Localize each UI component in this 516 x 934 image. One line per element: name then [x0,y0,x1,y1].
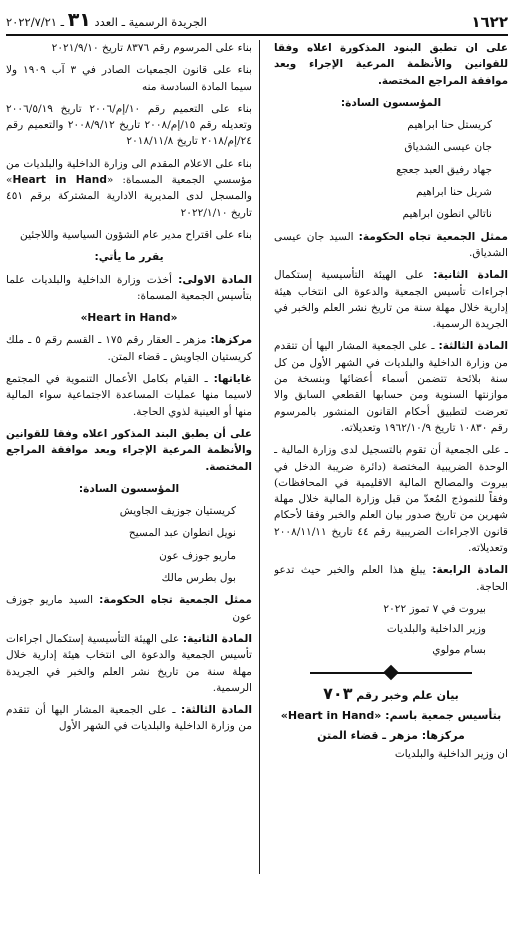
decision-line-1-text: بيان علم وخبر رقم [356,688,459,702]
left-column [6,40,252,928]
decision-title [274,684,508,746]
whereas-3: بناء على التعميم رقم ١٠/إم/٢٠٠٦ تاريخ ٢٠٠٦/٥/١٩ وتعديله رقم ١٥/إم/٢٠٠٨ تاريخ ٢٠٠٨/٩/١٢ والتعميم رقم ٢٤/إم/٢٠١٨ تاريخ ٢٠١٨/١١/٨ [6,102,252,148]
decision-line-3: مركزها: مزهر ـ قضاء المتن [317,728,465,742]
founders-list [6,503,236,586]
whereas-4-pre: بناء على الاعلام المقدم الى وزارة الداخلية والبلديات من مؤسسي الجمعية المسماة: « [6,157,252,187]
decision-line-1 [274,684,508,706]
article-1-text: أخذت وزارة الداخلية والبلديات علما بتأسيس الجمعية المسماة: [6,273,252,302]
government-representative [6,592,252,625]
founders-label: المؤسسون السادة: [78,482,180,495]
founder-item: كريستيان جوزيف الجاويش [119,505,236,518]
rep-label: ممثل الجمعية تجاه الحكومة: [358,230,508,243]
signature-block [274,601,486,658]
decision-line-2-post: » [280,708,288,722]
intro-clause: على ان تطبق البنود المذكورة اعلاه وفقا للقوانين والأنظمة المرعية الإجراء وبعد موافقة المراجع المختصة. [274,42,508,87]
article-4-text: يبلغ هذا العلم والخبر حيث تدعو الحاجة. [274,564,508,593]
article-2 [6,631,252,696]
page-number: ١٦٢٢ [471,13,508,31]
goals [6,371,252,420]
founders-list [274,117,492,222]
goals-text: ـ القيام بكامل الأعمال التنموية في المجتمع لاسيما منها عمليات المساعدة الاجتماعية سواء المالية منها أو العينية لذوي الحاجة. [6,373,252,418]
whereas-4-assoc: Heart in Hand [12,174,107,187]
founder-item: جهاد رفيق العبد جعجع [396,163,492,176]
sign-title: وزير الداخلية والبلديات [386,623,486,636]
rep-label: ممثل الجمعية تجاه الحكومة: [99,594,252,607]
article-4-label: المادة الرابعة: [432,564,508,577]
sign-place-date: بيروت في ٧ تموز ٢٠٢٢ [383,602,486,615]
decision-line-2-pre: بتأسيس جمعية باسم: « [374,708,502,722]
page-header [6,6,508,36]
government-representative [274,229,508,262]
founder-item: شربل حنا ابراهيم [416,186,492,199]
right-column [274,40,508,928]
founder-item: نويل انطوان عبد المسيح [128,527,236,540]
headquarters [6,332,252,365]
article-3-tax: ـ على الجمعية أن تقوم بالتسجيل لدى وزارة المالية ـ الوحدة الضريبية المختصة (دائرة ضريبة الدخل في بيروت والمصالح المالية الاقليمية في المحافظات) وفقاً للنموذج المُعدّ من قبل وزارة المالية خلال مهلة شهرين من تاريخ صدور بيان العلم والخبر وفقا لأحكام قانون الاجراءات الضريبية رقم ٤٤ تاريخ ٢٠٠٨/١١/١١ وتعديلاته. [274,444,508,555]
founder-item: كريستل حنا ابراهيم [407,119,492,132]
founders-label: المؤسسون السادة: [340,96,442,109]
article-2 [274,267,508,332]
article-3-label: المادة الثالثة: [180,704,252,717]
hq-label: مركزها: [210,334,252,347]
column-divider [259,40,260,874]
article-3-label: المادة الثالثة: [438,340,508,353]
article-3-text: ـ على الجمعية المشار اليها أن تتقدم من وزارة الداخلية والبلديات في الشهر الأول من كل سنة بلائحة تتضمن أسماء أعضائها وبنسخة من موازنتها السنوية ومن حسابها القطعي السابق والا تعرضت لتطبيق أحكام القانون المنشور بالمرسوم رقم ١٠٨٣٠ تاريخ ١٩٦٢/١٠/٩ وتعديلاته. [274,340,508,434]
article-3-text: ـ على الجمعية المشار اليها أن تتقدم من وزارة الداخلية والبلديات في الشهر الأول [6,704,252,733]
founder-item: جان عيسى الشدياق [404,141,492,154]
decision-assoc-name: Heart in Hand [287,708,375,722]
whereas-2: بناء على قانون الجمعيات الصادر في ٣ آب ١٩٠٩ ولا سيما المادة السادسة منه [6,64,252,93]
issue-info [6,9,207,34]
hq-text: مزهر ـ العقار رقم ١٧٥ ـ القسم رقم ٥ ـ ملك كريستيان الجاويش ـ قضاء المتن. [6,334,252,363]
decision-line-2 [274,706,508,726]
article-1 [6,272,252,305]
whereas-4 [6,156,252,221]
whereas-5: بناء على اقتراح مدير عام الشؤون السياسية واللاجئين [20,228,252,241]
whereas-4-post: » والمسجل لدى المديرية الادارية المشتركة برقم ٤٥١ تاريخ ٢٠٢٢/١/١٠ [6,174,252,219]
founder-item: ناتالي انطون ابراهيم [402,208,492,221]
rep-name: السيد ماريو جوزف عون [6,594,252,623]
goals-label: غاياتها: [213,373,252,386]
issue-text: الجريدة الرسمية ـ العدد [94,15,207,29]
article-2-text: على الهيئة التأسيسية إستكمال اجراءات تأسيس الجمعية والدعوة الى انتخاب هيئة إدارية خلال مهلة سنة من تاريخ نشر العلم والخبر في الجريدة الرسمية. [274,269,508,331]
association-name: «Heart in Hand» [80,312,178,325]
article-4 [274,562,508,595]
issue-number: ٣١ [67,9,91,31]
decides-heading: يقرر ما يأتي: [94,251,164,264]
article-2-label: المادة الثانية: [182,632,252,645]
article-3 [6,702,252,735]
rep-name: السيد جان عيسى الشدياق. [274,230,508,259]
founder-item: بول بطرس مالك [161,572,236,585]
founder-item: ماريو جوزف عون [159,549,236,562]
decision-number: ٧٠٣ [323,683,353,703]
closing-line: ان وزير الداخلية والبلديات [394,747,508,760]
article-1-label: المادة الاولى: [178,273,252,286]
section-separator [310,666,472,680]
article-2-label: المادة الثانية: [433,269,508,282]
apply-clause: على أن يطبق البند المذكور اعلاه وفقا للقوانين والأنظمة المرعية الإجراء وبعد موافقة المراجع المختصة. [6,427,252,473]
article-2-text: على الهيئة التأسيسية إستكمال اجراءات تأسيس الجمعية والدعوة الى انتخاب هيئة إدارية خلال مهلة سنة من تاريخ نشر العلم والخبر في الجريدة الرسمية. [6,632,252,694]
whereas-1: بناء على المرسوم رقم ٨٣٧٦ تاريخ ٢٠٢١/٩/١٠ [51,42,252,54]
issue-date: ـ ٢٠٢٢/٧/٢١ [6,15,65,29]
sign-name: بسام مولوي [432,643,486,656]
article-3 [274,338,508,436]
